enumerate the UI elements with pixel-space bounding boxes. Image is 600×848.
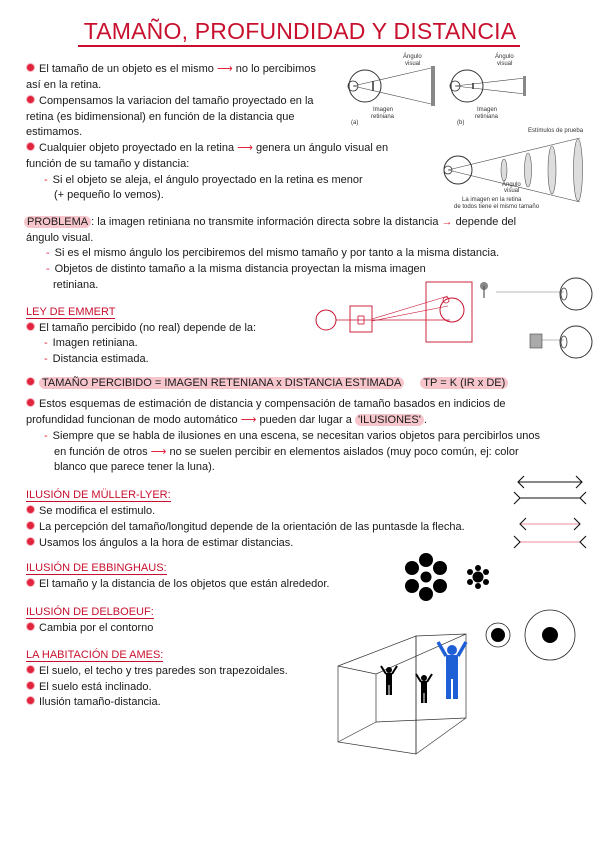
arrow-right-icon: ⟶ <box>240 414 257 426</box>
svg-text:Imagen: Imagen <box>477 107 498 113</box>
emmert-dash-2: - Distancia estimada. <box>44 353 149 365</box>
ames-line-1: El suelo, el techo y tres paredes son trapezoidales. <box>26 664 288 680</box>
ebbinghaus-line-1: El tamaño y la distancia de los objetos que están alrededor. <box>26 577 329 593</box>
emmert-dash-1: - Imagen retiniana. <box>44 337 138 349</box>
dash-icon: - <box>46 263 50 275</box>
arrow-right-icon: ⟶ <box>216 63 233 75</box>
esquemas-line-2: profundidad funcionan de modo automático ⟶ pueden dar lugar a 'ILUSIONES' . <box>26 414 427 426</box>
delboeuf-heading: ILUSIÓN DE DELBOEUF: <box>26 606 154 618</box>
svg-text:(b): (b) <box>457 120 465 126</box>
svg-text:Ángulo: Ángulo <box>403 54 422 60</box>
test-stimuli-figure <box>440 124 590 212</box>
arrow-right-icon: → <box>441 216 453 228</box>
muller-lyer-figure <box>512 474 588 556</box>
ebbinghaus-figure <box>398 550 498 606</box>
esquemas-dash-1-cont: en función de otros ⟶ no se suelen percibir en elementos aislados (muy poco común, ej: color <box>54 446 519 458</box>
page-title: TAMAÑO, PROFUNDIDAD Y DISTANCIA <box>83 18 517 44</box>
svg-text:(a): (a) <box>351 120 359 126</box>
ames-line-2: El suelo está inclinado. <box>26 680 152 696</box>
bullet-icon <box>26 622 35 631</box>
eye-diagram-a <box>348 53 435 126</box>
emmert-heading: LEY DE EMMERT <box>26 306 116 318</box>
box-object-icon <box>530 334 542 348</box>
ames-heading: LA HABITACIÓN DE AMES: <box>26 649 164 661</box>
bullet-icon <box>26 63 35 72</box>
arrow-right-icon: ⟶ <box>237 142 253 154</box>
delboeuf-left <box>486 623 510 647</box>
delboeuf-right <box>525 610 575 660</box>
muller-arrow-2 <box>514 492 586 504</box>
dash-icon: - <box>44 353 48 365</box>
muller-line-2: La percepción del tamaño/longitud depende de la orientación de las puntasde la flecha. <box>26 520 465 536</box>
bullet-icon <box>26 377 35 386</box>
ebbinghaus-heading: ILUSIÓN DE EBBINGHAUS: <box>26 562 167 574</box>
problema-dash-1: - Si es el mismo ángulo los percibiremos del mismo tamaño y por tanto a la misma distancia. <box>46 247 500 259</box>
svg-text:Estímulos de prueba: Estímulos de prueba <box>528 128 584 134</box>
problema-line-2: ángulo visual. <box>26 232 94 244</box>
ames-large-person <box>438 642 466 699</box>
arrow-right-icon: ⟶ <box>150 446 167 458</box>
svg-text:retiniana: retiniana <box>475 114 499 120</box>
svg-text:Imagen: Imagen <box>373 107 394 113</box>
formula-line <box>26 376 508 392</box>
svg-text:visual: visual <box>504 188 520 194</box>
svg-text:visual: visual <box>497 61 513 67</box>
bullet-icon <box>26 665 35 674</box>
bullet-icon <box>26 521 35 530</box>
problema-label: PROBLEMA <box>24 216 91 228</box>
delboeuf-line-1: Cambia por el contorno <box>26 621 153 637</box>
intro-dash-1: - Si el objeto se aleja, el ángulo proyectado en la retina es menor <box>44 174 363 186</box>
muller-line-1: Se modifica el estimulo. <box>26 504 155 520</box>
ilusiones-highlight: 'ILUSIONES' <box>355 414 424 426</box>
muller-arrow-3 <box>520 518 580 530</box>
eye-diagram-b <box>450 53 526 126</box>
eyes-figure <box>476 276 596 372</box>
eye-angle-figure <box>345 48 535 128</box>
intro-line-5: estimamos. <box>26 126 83 138</box>
bullet-icon <box>26 696 35 705</box>
bullet-icon <box>26 142 35 151</box>
emmert-line-1: El tamaño percibido (no real) depende de la: <box>26 321 256 337</box>
svg-text:retiniana: retiniana <box>371 114 395 120</box>
bullet-icon <box>26 681 35 690</box>
emmert-diagram <box>306 278 476 348</box>
bullet-icon <box>26 398 35 407</box>
ames-line-3: Ilusión tamaño-distancia. <box>26 695 161 711</box>
bullet-icon <box>26 322 35 331</box>
formula-main: TAMAÑO PERCIBIDO = IMAGEN RETENIANA x DISTANCIA ESTIMADA <box>39 377 404 389</box>
intro-line-6: Cualquier objeto proyectado en la retina ⟶ genera un ángulo visual en <box>26 141 388 157</box>
ames-small-person-1 <box>381 666 397 695</box>
intro-line-3: Compensamos la variacion del tamaño proyectado en la <box>26 94 314 110</box>
svg-text:La imagen en la retina: La imagen en la retina <box>462 197 522 203</box>
bullet-icon <box>26 505 35 514</box>
esquemas-dash-1-cont-2: blanco que parece tener la luna). <box>54 461 215 473</box>
problema-dash-2-cont: retiniana. <box>53 279 99 291</box>
formula-short: TP = K (IR x DE) <box>420 377 508 389</box>
intro-line-7: función de su tamaño y distancia: <box>26 158 190 170</box>
dash-icon: - <box>44 430 48 442</box>
intro-line-1: El tamaño de un objeto es el mismo ⟶ no lo percibimos <box>26 62 316 78</box>
svg-text:Ángulo: Ángulo <box>502 182 521 188</box>
svg-text:visual: visual <box>405 61 421 67</box>
intro-dash-1-cont: (+ pequeño lo vemos). <box>54 189 164 201</box>
dash-icon: - <box>44 174 48 186</box>
bullet-icon <box>26 537 35 546</box>
tree-object-icon <box>480 282 488 298</box>
ames-small-person-2 <box>416 674 432 703</box>
ames-room-figure <box>334 630 474 760</box>
dash-icon: - <box>46 247 50 259</box>
muller-line-3: Usamos los ángulos a la hora de estimar distancias. <box>26 536 293 552</box>
title-underline <box>78 45 520 47</box>
intro-line-2: así en la retina. <box>26 79 102 91</box>
muller-arrow-1 <box>518 476 582 488</box>
problema-dash-2: - Objetos de distinto tamaño a la misma distancia proyectan la misma imagen <box>46 263 426 275</box>
intro-line-4: retina (es bidimensional) en función de la distancia que <box>26 111 295 123</box>
svg-text:Ángulo: Ángulo <box>495 54 514 60</box>
svg-text:de todos tiene el mismo tamaño: de todos tiene el mismo tamaño <box>454 204 540 210</box>
esquemas-line-1: Estos esquemas de estimación de distancia y compensación de tamaño basados en indicios de <box>26 397 506 413</box>
bullet-icon <box>26 578 35 587</box>
muller-arrow-4 <box>514 536 586 548</box>
esquemas-dash-1: - Siempre que se habla de ilusiones en una escena, se necesitan varios objetos para percibirlos unos <box>44 430 541 442</box>
problema-line-1: PROBLEMA : la imagen retiniana no transmite información directa sobre la distancia → depende del <box>24 215 516 231</box>
ebbinghaus-large-surround <box>405 553 447 601</box>
bullet-icon <box>26 95 35 104</box>
ebbinghaus-small-surround <box>467 565 489 589</box>
delboeuf-figure <box>484 608 594 664</box>
dash-icon: - <box>44 337 48 349</box>
muller-heading: ILUSIÓN DE MÜLLER-LYER: <box>26 489 171 501</box>
